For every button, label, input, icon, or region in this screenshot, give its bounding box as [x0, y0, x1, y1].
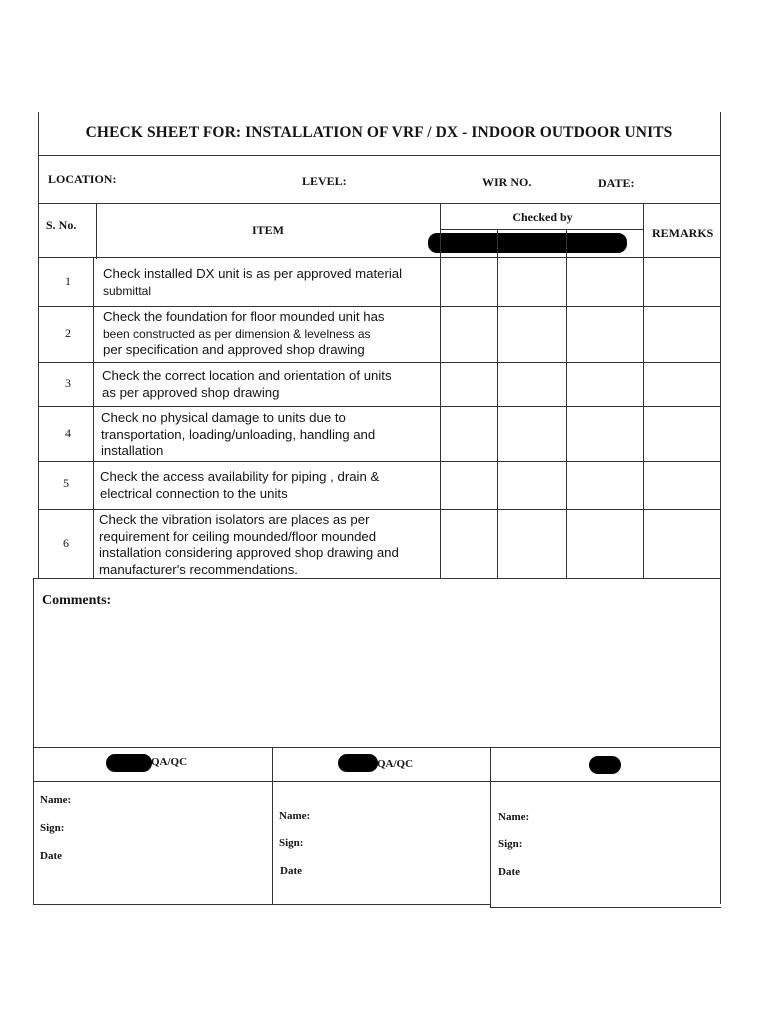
date-label: DATE:	[598, 176, 635, 190]
column-header-bottom	[38, 257, 721, 258]
signature-divider-2	[490, 747, 491, 907]
location-label: LOCATION:	[48, 172, 117, 186]
signature-3-date-label: Date	[498, 866, 520, 878]
row-2-item-line-3: per specification and approved shop drawing	[103, 342, 365, 357]
signature-3-sign-label: Sign:	[498, 838, 523, 850]
level-label: LEVEL:	[302, 174, 347, 188]
redacted-company-2	[338, 754, 378, 772]
row-3-item-line-1: Check the correct location and orientation of units	[102, 368, 392, 383]
form-bottom-left	[33, 904, 491, 905]
row-5-sno: 5	[63, 476, 69, 490]
frame-right-border	[720, 112, 721, 154]
wir-label: WIR NO.	[482, 175, 532, 189]
row-4-item-line-1: Check no physical damage to units due to	[101, 410, 346, 425]
row-2-sno: 2	[65, 326, 71, 340]
row-divider-1	[38, 306, 721, 307]
row-2-item-line-1: Check the foundation for floor mounded unit has	[103, 309, 385, 324]
frame-right-border-2	[720, 154, 721, 904]
checker-1-divider	[497, 229, 498, 578]
form-bottom-right	[490, 907, 721, 908]
signature-1-date-label: Date	[40, 850, 62, 862]
row-6-sno: 6	[63, 536, 69, 550]
checker-3-divider	[643, 203, 644, 578]
row-2-item	[103, 309, 385, 359]
signature-2-date-label: Date	[280, 865, 302, 877]
row-4-item-line-2: transportation, loading/unloading, handling and	[101, 426, 376, 442]
row-1-sno: 1	[65, 274, 71, 288]
row-divider-5	[38, 509, 721, 510]
row-6-item-line-3: installation considering approved shop drawing and	[99, 545, 399, 560]
row-6-item-line-4: manufacturer's recommendations.	[99, 561, 298, 577]
row-1-item-line-1: Check installed DX unit is as per approved material	[103, 266, 403, 281]
row-4-sno: 4	[65, 426, 71, 440]
row-1-item-line-2: submittal	[103, 283, 152, 298]
signature-3-name-label: Name:	[498, 811, 530, 823]
signature-1-name-label: Name:	[40, 794, 72, 806]
row-divider-2	[38, 362, 721, 363]
signature-1-sign-label: Sign:	[40, 822, 65, 834]
comments-bottom	[33, 747, 721, 748]
row-5-item-line-1: Check the access availability for piping , drain &	[100, 469, 380, 484]
redacted-company-1	[106, 754, 152, 772]
row-3-sno: 3	[65, 376, 71, 390]
row-6-item-line-2: requirement for ceiling mounded/floor mounded	[99, 528, 377, 544]
comments-label: Comments:	[42, 593, 112, 608]
checked-by-underline	[441, 229, 644, 230]
row-5-item	[100, 469, 379, 502]
header-divider	[38, 203, 721, 204]
row-3-item	[102, 368, 392, 401]
row-divider-4	[38, 461, 721, 462]
item-column-divider	[440, 203, 441, 578]
row-5-item-line-2: electrical connection to the units	[100, 485, 288, 501]
redacted-checker-names	[428, 233, 627, 253]
row-3-item-line-2: as per approved shop drawing	[102, 384, 280, 400]
checked-by-header: Checked by	[512, 210, 573, 224]
sno-column-divider	[96, 203, 97, 259]
row-4-item	[101, 410, 375, 460]
sno-column-header: S. No.	[46, 218, 77, 232]
checker-2-divider	[566, 229, 567, 578]
signature-1-role: QA/QC	[151, 756, 188, 768]
comments-area[interactable]	[34, 612, 720, 746]
row-divider-3	[38, 406, 721, 407]
row-4-item-line-3: installation	[101, 443, 164, 458]
row-1-item	[103, 266, 402, 299]
signature-2-role: QA/QC	[377, 758, 414, 770]
table-bottom	[33, 578, 721, 579]
signature-header-bottom	[33, 781, 721, 782]
title-divider	[38, 155, 721, 156]
row-2-item-line-2: been constructed as per dimension & levelness as	[103, 326, 371, 341]
redacted-company-3	[589, 756, 621, 774]
row-6-item	[99, 512, 399, 578]
signature-2-name-label: Name:	[279, 810, 311, 822]
signature-divider-1	[272, 747, 273, 905]
item-column-header: ITEM	[252, 223, 285, 237]
remarks-column-header: REMARKS	[652, 226, 714, 240]
signature-2-sign-label: Sign:	[279, 837, 304, 849]
form-title: CHECK SHEET FOR: INSTALLATION OF VRF / DX - INDOOR OUTDOOR UNITS	[85, 124, 673, 141]
row-6-item-line-1: Check the vibration isolators are places as per	[99, 512, 370, 527]
